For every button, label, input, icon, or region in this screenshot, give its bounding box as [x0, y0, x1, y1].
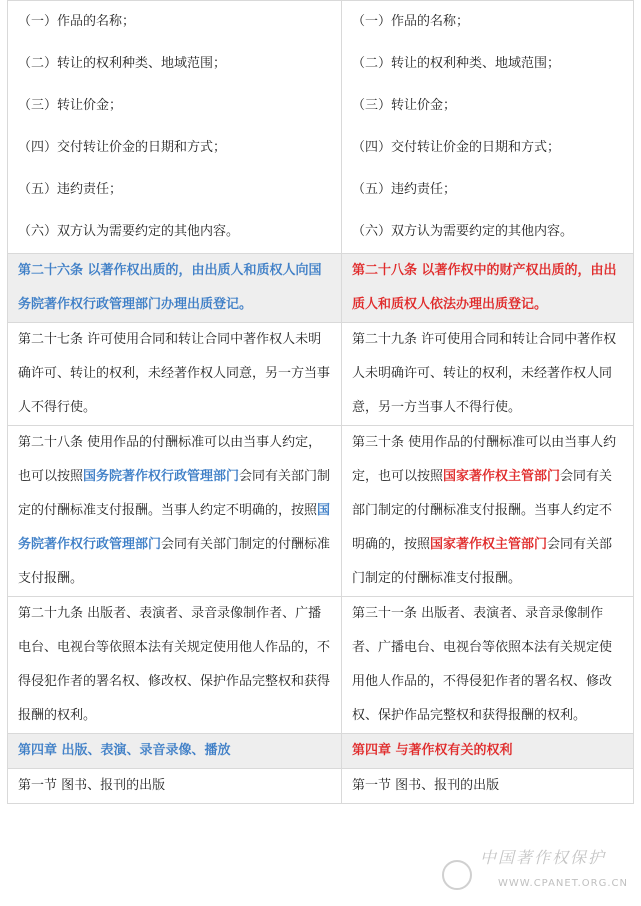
payment-article-row [8, 426, 634, 597]
chapter-title: 第四章 与著作权有关的权利 [352, 743, 513, 758]
publisher-article-row [8, 597, 634, 734]
comparison-table [7, 0, 634, 804]
license-article-row [8, 323, 634, 426]
chapter-title: 第四章 出版、表演、录音录像、播放 [18, 743, 231, 758]
watermark-url: WWW.CPANET.ORG.CN [498, 878, 629, 889]
contract-items-row [8, 1, 634, 254]
item: （五）违约责任； [18, 182, 123, 197]
left-cell-art26 [8, 254, 342, 323]
item: （一）作品的名称； [18, 14, 136, 29]
item: （一）作品的名称； [352, 14, 470, 29]
watermark-text: 中国著作权保护 [480, 848, 607, 867]
right-cell-art29: 第二十九条 许可使用合同和转让合同中著作权人未明确许可、转让的权利，未经著作权人同意，另一方当事人不得行使。 [342, 323, 634, 426]
highlight-text: 国家著作权主管部门 [430, 537, 548, 552]
item: （三）转让价金； [352, 98, 457, 113]
item: （六）双方认为需要约定的其他内容。 [18, 224, 240, 239]
left-cell-items [8, 1, 342, 254]
right-cell-chapter [342, 734, 634, 769]
right-cell-section: 第一节 图书、报刊的出版 [342, 769, 634, 804]
section-row [8, 769, 634, 804]
right-cell-items [342, 1, 634, 254]
article-text: 会同有关部门制定的付酬标准支付报酬。当事人约定不明确的，按照 [352, 469, 613, 552]
item: （三）转让价金； [18, 98, 123, 113]
left-cell-art27: 第二十七条 许可使用合同和转让合同中著作权人未明确许可、转让的权利，未经著作权人同意，另一方当事人不得行使。 [8, 323, 342, 426]
watermark-logo-icon [442, 860, 472, 890]
item: （四）交付转让价金的日期和方式； [352, 140, 561, 155]
article-text: 会同有关部门制定的付酬标准支付报酬。 [18, 537, 331, 586]
item: （四）交付转让价金的日期和方式； [18, 140, 227, 155]
right-cell-art28 [342, 254, 634, 323]
item: （五）违约责任； [352, 182, 457, 197]
left-cell-art29: 第二十九条 出版者、表演者、录音录像制作者、广播电台、电视台等依照本法有关规定使用他人作品的，不得侵犯作者的署名权、修改权、保护作品完整权和获得报酬的权利。 [8, 597, 342, 734]
right-cell-art31: 第三十一条 出版者、表演者、录音录像制作者、广播电台、电视台等依照本法有关规定使用他人作品的，不得侵犯作者的署名权、修改权、保护作品完整权和获得报酬的权利。 [342, 597, 634, 734]
chapter-row [8, 734, 634, 769]
item: （二）转让的权利种类、地域范围； [18, 56, 227, 71]
highlight-text: 国家著作权主管部门 [443, 469, 561, 484]
right-cell-art30 [342, 426, 634, 597]
watermark [440, 848, 636, 898]
article-text: 会同有关部门制定的付酬标准支付报酬。当事人约定不明确的，按照 [18, 469, 331, 518]
left-cell-section: 第一节 图书、报刊的出版 [8, 769, 342, 804]
item: （六）双方认为需要约定的其他内容。 [352, 224, 574, 239]
left-cell-art28 [8, 426, 342, 597]
article-text: 第三十条 使用作品的付酬标准可以由当事人约定，也可以按照 [352, 435, 617, 484]
pledge-article-row [8, 254, 634, 323]
article-text: 会同有关部门制定的付酬标准支付报酬。 [352, 537, 613, 586]
article-text: 第二十八条 以著作权中的财产权出质的，由出质人和质权人依法办理出质登记。 [352, 263, 617, 312]
article-text: 第二十六条 以著作权出质的，由出质人和质权人向国务院著作权行政管理部门办理出质登记。 [18, 263, 322, 312]
highlight-text: 国务院著作权行政管理部门 [83, 469, 240, 484]
item: （二）转让的权利种类、地域范围； [352, 56, 561, 71]
article-text: 第二十八条 使用作品的付酬标准可以由当事人约定，也可以按照 [18, 435, 322, 484]
left-cell-chapter [8, 734, 342, 769]
highlight-text: 国务院著作权行政管理部门 [18, 503, 331, 552]
